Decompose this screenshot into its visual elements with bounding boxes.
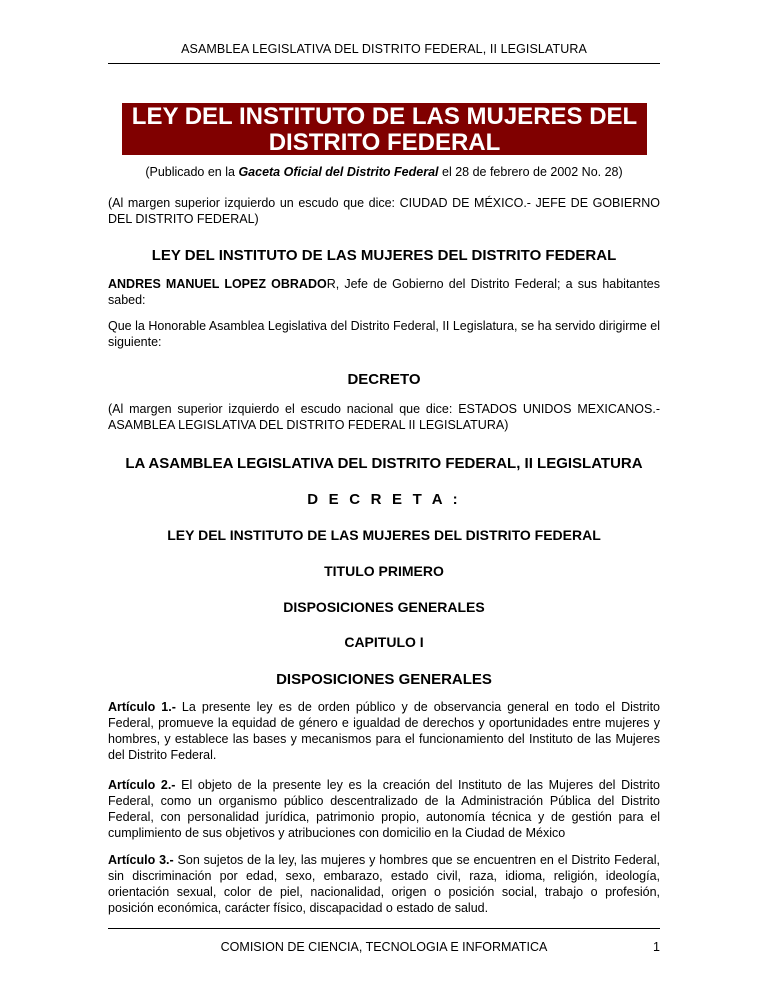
article-1	[108, 699, 660, 763]
heading-assembly: LA ASAMBLEA LEGISLATIVA DEL DISTRITO FEDERAL, II LEGISLATURA	[125, 455, 643, 472]
page-number: 1	[653, 940, 660, 954]
heading-titulo: TITULO PRIMERO	[324, 563, 444, 579]
margin-note-1: (Al margen superior izquierdo un escudo que dice: CIUDAD DE MÉXICO.- JEFE DE GOBIERNO DEL DISTRITO FEDERAL)	[108, 196, 660, 226]
title-line-2: DISTRITO FEDERAL	[268, 129, 501, 156]
gazette-name: Gaceta Oficial del Distrito Federal	[238, 165, 439, 179]
heading-disposiciones-2: DISPOSICIONES GENERALES	[276, 671, 492, 688]
publication-suffix: el 28 de febrero de 2002 No. 28)	[438, 165, 623, 179]
heading-law: LEY DEL INSTITUTO DE LAS MUJERES DEL DISTRITO FEDERAL	[151, 247, 617, 264]
article-2	[108, 777, 660, 841]
governor-name: ANDRES MANUEL LOPEZ OBRADO	[108, 277, 327, 291]
heading-disposiciones-1: DISPOSICIONES GENERALES	[283, 599, 485, 615]
running-footer: COMISION DE CIENCIA, TECNOLOGIA E INFORMATICA	[220, 940, 548, 954]
document-title	[122, 103, 647, 155]
promulgation-rest: R, Jefe de Gobierno del Distrito Federal; a sus habitantes sabed:	[108, 277, 660, 307]
article-text: El objeto de la presente ley es la creación del Instituto de las Mujeres del Distrito Federal, como un organismo público descentralizado de la Administración Pública del Distrito Federal, con personalidad jurídica, patrimonio propio, autonomía técnica y de gestión para el cumplimiento de sus objetivos y atribuciones con domicilio en la Ciudad de México	[108, 778, 660, 840]
running-header: ASAMBLEA LEGISLATIVA DEL DISTRITO FEDERAL, II LEGISLATURA	[181, 42, 587, 56]
article-label: Artículo 2.-	[108, 778, 176, 792]
article-label: Artículo 3.-	[108, 853, 174, 867]
article-text: La presente ley es de orden público y de observancia general en todo el Distrito Federal, promueve la equidad de género e igualdad de derechos y oportunidades entre mujeres y hombres, y establece las bases y mecanismos para el funcionamiento del Instituto de las Mujeres del Distrito Federal.	[108, 700, 660, 762]
title-line-1: LEY DEL INSTITUTO DE LAS MUJERES DEL	[131, 103, 638, 130]
promulgation-paragraph	[108, 276, 660, 308]
publication-prefix: (Publicado en la	[145, 165, 239, 179]
article-label: Artículo 1.-	[108, 700, 176, 714]
assembly-paragraph: Que la Honorable Asamblea Legislativa del Distrito Federal, II Legislatura, se ha servido dirigirme el siguiente:	[108, 319, 660, 349]
article-text: Son sujetos de la ley, las mujeres y hombres que se encuentren en el Distrito Federal, sin discriminación por edad, sexo, embarazo, estado civil, raza, idioma, religión, ideología, orientación sexual, color de piel, nacionalidad, origen o posición social, trabajo o profesión, posición económica, carácter físico, discapacidad o estado de salud.	[108, 853, 660, 915]
publication-note	[108, 165, 660, 179]
heading-decreto: DECRETO	[347, 371, 421, 388]
heading-law-2: LEY DEL INSTITUTO DE LAS MUJERES DEL DISTRITO FEDERAL	[167, 527, 601, 543]
heading-capitulo: CAPITULO I	[344, 634, 424, 650]
article-3	[108, 852, 660, 916]
footer-rule	[108, 928, 660, 929]
margin-note-2: (Al margen superior izquierdo el escudo nacional que dice: ESTADOS UNIDOS MEXICANOS.- ASAMBLEA LEGISLATIVA DEL DISTRITO FEDERAL II LEGISLATURA)	[108, 402, 660, 432]
heading-decreta: D E C R E T A :	[307, 491, 461, 508]
header-rule	[108, 63, 660, 64]
